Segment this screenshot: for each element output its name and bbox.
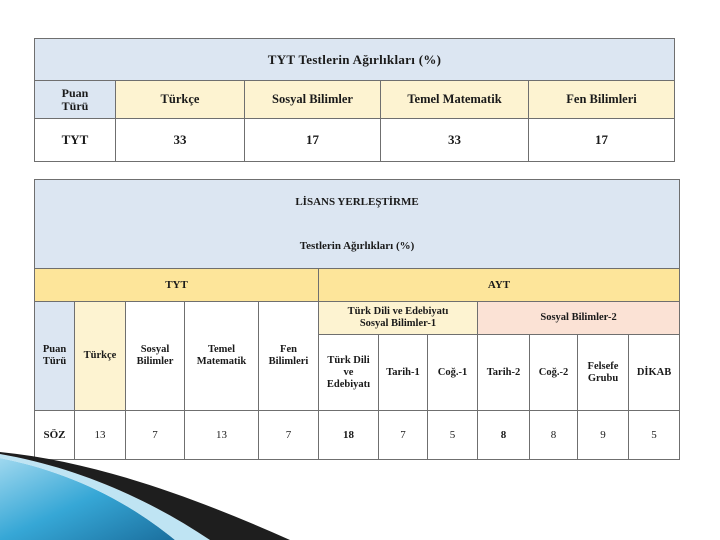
value-temel-matematik: 33 <box>381 119 529 162</box>
value-sosyal-bilimler: 17 <box>245 119 381 162</box>
value-cog-2: 8 <box>530 411 578 460</box>
puan-label: Puan <box>42 344 67 355</box>
value-turkce: 13 <box>75 411 126 460</box>
table2-title: LİSANS YERLEŞTİRME <box>35 180 680 224</box>
row-label-tyt: TYT <box>35 119 116 162</box>
header-turkce: Türkçe <box>116 81 245 119</box>
col-tarih-1: Tarih-1 <box>379 335 428 411</box>
col-cog-1: Coğ.-1 <box>428 335 478 411</box>
puan-label: Puan <box>61 85 89 100</box>
header-sosyal-bilimler: Sosyal Bilimler <box>245 81 381 119</box>
puan-turu-header <box>35 302 75 411</box>
group-header-tyt: TYT <box>35 269 319 302</box>
value-fen-bilimleri: 7 <box>259 411 319 460</box>
value-felsefe-grubu: 9 <box>578 411 629 460</box>
table1-title: TYT Testlerin Ağırlıkları (%) <box>35 39 675 81</box>
ayt-group-tde-sosyal1: Türk Dili ve Edebiyatı Sosyal Bilimler-1 <box>319 302 478 335</box>
col-turk-dili-edebiyati: Türk Dili ve Edebiyatı <box>319 335 379 411</box>
col-turkce: Türkçe <box>75 302 126 411</box>
col-dikab: DİKAB <box>629 335 680 411</box>
col-cog-2: Coğ.-2 <box>530 335 578 411</box>
col-felsefe-grubu: Felsefe Grubu <box>578 335 629 411</box>
header-fen-bilimleri: Fen Bilimleri <box>529 81 675 119</box>
group-header-ayt: AYT <box>319 269 680 302</box>
row-label-soz: SÖZ <box>35 411 75 460</box>
turu-label: Türü <box>42 356 67 367</box>
value-fen-bilimleri: 17 <box>529 119 675 162</box>
value-sosyal-bilimler: 7 <box>126 411 185 460</box>
value-turkce: 33 <box>116 119 245 162</box>
puan-turu-header <box>35 81 116 119</box>
decorative-swoosh <box>0 440 300 540</box>
value-dikab: 5 <box>629 411 680 460</box>
ayt-group-sosyal2: Sosyal Bilimler-2 <box>478 302 680 335</box>
col-fen-bilimleri: Fen Bilimleri <box>259 302 319 411</box>
col-sosyal-bilimler: Sosyal Bilimler <box>126 302 185 411</box>
header-temel-matematik: Temel Matematik <box>381 81 529 119</box>
value-turk-dili-edebiyati: 18 <box>319 411 379 460</box>
col-temel-matematik: Temel Matematik <box>185 302 259 411</box>
col-tarih-2: Tarih-2 <box>478 335 530 411</box>
value-temel-matematik: 13 <box>185 411 259 460</box>
value-tarih-1: 7 <box>379 411 428 460</box>
lisans-yerlestirme-table <box>34 179 680 460</box>
tyt-weights-table <box>34 38 675 162</box>
table-row <box>35 119 675 162</box>
table2-subtitle: Testlerin Ağırlıkları (%) <box>35 224 680 269</box>
turu-label: Türü <box>61 98 89 113</box>
value-cog-1: 5 <box>428 411 478 460</box>
value-tarih-2: 8 <box>478 411 530 460</box>
